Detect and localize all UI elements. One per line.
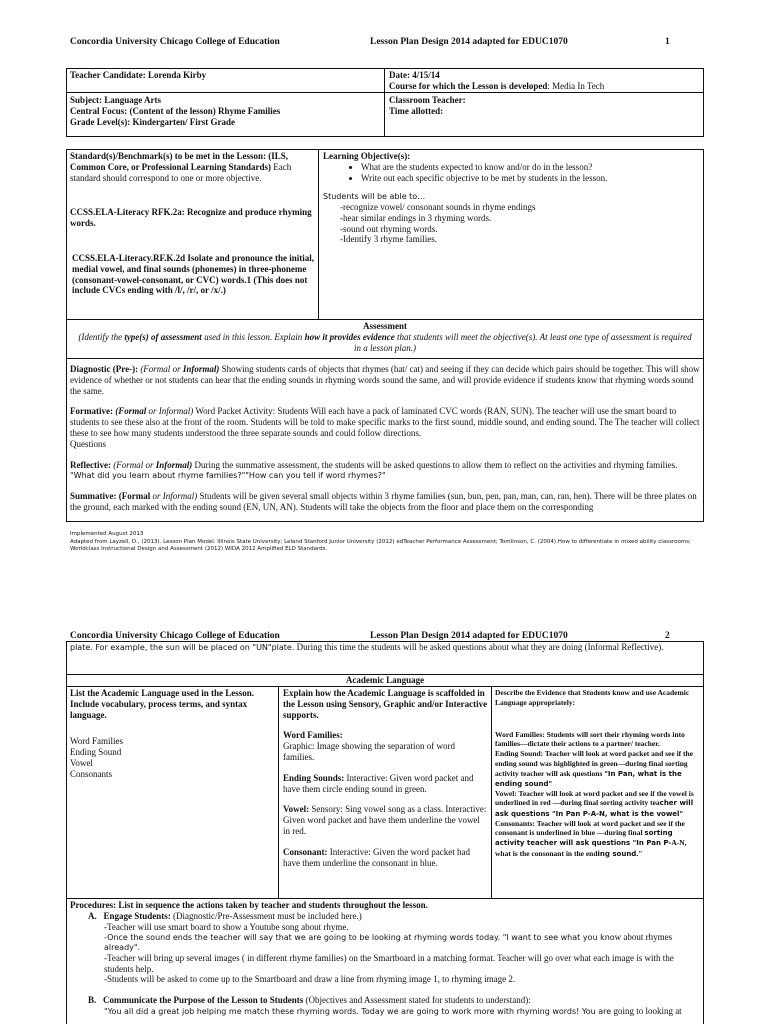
classroom-info: Classroom Teacher: Time allotted: [389, 95, 466, 116]
date-course: Date: 4/15/14 Course for which the Lesson is developed: Media In Tech [389, 70, 699, 92]
assessment-body: Diagnostic (Pre-): (Formal or Informal) Showing students cards of objects that rhymes (hat/ cat) and seeing if they can decide which pairs should be together. This will show evidence of whether or not students can hear that the ending sounds in rhyming words sound the same, and will provide evidence if students know that rhyming words sound the same. Formative: (Formal or Informal) Word Packet Activity: Students Will each have a pack of laminated CVC words (RAN, SUN). The teacher will use the smart board to students to see these also at the front of the room. Students will be told to make specific marks to the first sound, middle sound, and ending sound. The The teacher will collect these to see how many students understood the three separate sounds and could follow directions. Questions Reflective: (Formal or Informal) During the summative assessment, the students will be asked questions to allow them to reflect on the activities and rhyming families. "What did you learn about rhyme families?""How can you tell if word rhymes?" Summative: (Formal or Informal) Students will be given several small objects within 3 rhyme families (sun, bun, pen, pan, man, can, ran, hen). There will be three plates on the ground, each marked with the ending sound (EN, UN, AN). Students will take the objects from the floor and place them on the corresponding [70, 364, 700, 512]
header-design: Lesson Plan Design 2014 adapted for EDUC1070 [370, 631, 568, 641]
objective-guidance-list: • What are the students expected to know and/or do in the lesson? • Write out each specific objective to be met by students in the lesson. [323, 162, 701, 184]
lesson-date: Date: 4/15/14 [389, 70, 440, 80]
page1-footer: Implemented August 2013 Adapted from Layzell, D., (2013). Lesson Plan Model. Illinois State University; Leland Stanford Junior University (2012) edTeacher Performance Assessment; Tomlinson, C. (2004) How to differentiate in mixed ability classrooms; Worldclass Instructional Design and Assessment (2012) WIDA 2012 Amplified ELD Standards. [70, 531, 691, 553]
formative-assessment: Formative: (Formal or Informal) Word Packet Activity: Students Will each have a pack of laminated CVC words (RAN, SUN). The teacher will use the smart board to students to see these also at the front of the room. Students will be told to make specific marks to the first sound, middle sound, and ending sound. The The teacher will collect these to see how many students understood the three separate sounds and could follow directions. [70, 406, 700, 438]
procedures-section: Procedures: List in sequence the actions taken by teacher and students throughout the lesson. A. Engage Students: (Diagnostic/Pre-Assessment must be included here.) -Teacher will use smart board to show a Youtube song about rhyme. -Once the sound ends the teacher will say that we are going to be looking at rhyming words today. "I want to see what you know about rhymes already". -Teacher will bring up several images ( in different rhyme families) on the Smartboard in a matching format. Teacher will go over what each image is with the students help. -Students will be asked to come up to the Smartboard and draw a line from rhyming image 1, to rhyming image 2. B. Communicate the Purpose of the Lesson to Students (Objectives and Assessment stated for students to understand): "You all did a great job helping me match these rhyming words. Today we are going to work more with rhyming words! You are going to looking at [70, 900, 700, 1017]
header-college: Concordia University Chicago College of Education [70, 631, 280, 641]
header-college: Concordia University Chicago College of Education [70, 37, 280, 47]
objectives-intro: Students will be able to… [323, 192, 426, 202]
standard-rfk2d: CCSS.ELA-Literacy.RF.K.2d Isolate and pronounce the initial, medial vowel, and final sounds (phonemes) in three-phoneme (consonant-vowel-consonant, or CVC) words.1 (This does not include CVCs ending with /l/, /r/, or /x/.) [72, 252, 315, 296]
academic-language-title: Academic Language [345, 675, 425, 685]
summative-assessment: Summative: (Formal or Informal) Students will be given several small objects within 3 rhyme families (sun, bun, pen, pan, man, can, ran, hen). There will be three plates on the ground, each marked with the ending sound (EN, UN, AN). Students will take the objects from the floor and place them on the corresponding [70, 491, 697, 512]
academic-col-scaffold: Explain how the Academic Language is scaffolded in the Lesson using Sensory, Graphic and/or Interactive supports. Word Families: Graphic: Image showing the separation of word families. Ending Sounds: Interactive: Given word packet and have them circle ending sound in green. Vowel: Sensory: Sing vowel song as a class. Interactive: Given word packet and have them underline the vowel in red. Consonant: Interactive: Given the word packet had have them underline the consonant in blue. [283, 688, 488, 868]
lesson-subject: Subject: Language Arts Central Focus: (Content of the lesson) Rhyme Families Grade Level(s): Kindergarten/ First Grade [70, 95, 281, 127]
standards-cell: Standard(s)/Benchmark(s) to be met in the Lesson: (ILS, Common Core, or Professional Learning Standards) Each standard should correspond to one or more objective. CCSS.ELA-Literacy RFK.2a: Recognize and produce rhyming words. CCSS.ELA-Literacy.RF.K.2d Isolate and pronounce the initial, medial vowel, and final sounds (phonemes) in three-phoneme (consonant-vowel-consonant, or CVC) words.1 (This does not include CVCs ending with /l/, /r/, or /x/.) [70, 151, 315, 296]
diagnostic-assessment: Diagnostic (Pre-): (Formal or Informal) Showing students cards of objects that rhymes (hat/ cat) and seeing if they can decide which pairs should be together. This will show evidence of whether or not students can hear that the ending sounds in rhyming words sound the same, and will provide evidence if students know that rhyming words sound the same. [70, 364, 700, 396]
page-number: 1 [665, 37, 670, 47]
header-design: Lesson Plan Design 2014 adapted for EDUC1070 [370, 37, 568, 47]
academic-terms: Word Families Ending Sound Vowel Consonants [70, 736, 124, 779]
objectives-list: -recognize vowel/ consonant sounds in rhyme endings -hear similar endings in 3 rhyming words. -sound out rhyming words. -Identify 3 rhyme families. [340, 201, 536, 245]
academic-col-list: List the Academic Language used in the Lesson. Include vocabulary, process terms, and syntax language. Word Families Ending Sound Vowel Consonants [70, 688, 275, 780]
procedure-engage: A. Engage Students: (Diagnostic/Pre-Assessment must be included here.) [88, 910, 362, 921]
reflective-assessment: Reflective: (Formal or Informal) During the summative assessment, the students will be asked questions to allow them to reflect on the activities and rhyming families. "What did you learn about rhyme families?""How can you tell if word rhymes?" [70, 459, 678, 481]
assessment-heading: Assessment (Identify the type(s) of assessment used in this lesson. Explain how it provides evidence that students will meet the objective(s). At least one type of assessment is required in a lesson plan.) [66, 321, 704, 353]
academic-col-evidence: Describe the Evidence that Students know and use Academic Language appropriately: Word Families: Students will sort their rhyming words into families—dictate their actions to a partner/ teacher. Ending Sound: Teacher will look at word packet and see if the ending sound was highlighted in green—during final sorting activity teacher will ask questions "In Pan, what is the ending sound" Vowel: Teacher will look at word packet and see if the vowel is underlined in red —during final sorting activity teacher will ask questions "In Pan P-A-N, what is the vowel" Consonants: Teacher will look at word packet and see if the consonant is underlined in blue —during final sorting activity teacher will ask questions "In Pan P-A-N, what is the consonant in the ending sound." [495, 688, 694, 858]
teacher-candidate: Teacher Candidate: Lorenda Kirby [70, 70, 207, 80]
objectives-cell: Learning Objective(s): • What are the students expected to know and/or do in the lesson? • Write out each specific objective to be met by students in the lesson. Students will be able to… -recognize vowel/ consonant sounds in rhyme endings -hear similar endings in 3 rhyming words. -sound out rhyming words. -Identify 3 rhyme families. [323, 151, 701, 245]
standard-rfk2a: CCSS.ELA-Literacy RFK.2a: Recognize and produce rhyming words. [70, 207, 312, 229]
procedure-communicate: B. Communicate the Purpose of the Lesson to Students (Objectives and Assessment stated for students to understand): [88, 995, 531, 1006]
assessment-instructions: (Identify the type(s) of assessment used in this lesson. Explain how it provides evidence that students will meet the objective(s). At least one type of assessment is required in a lesson plan.) [78, 331, 692, 353]
page-number: 2 [665, 631, 670, 641]
summative-continuation: plate. For example, the sun will be placed on "UN"plate. During this time the students will be asked questions about what they are doing (Informal Reflective). [70, 642, 664, 652]
